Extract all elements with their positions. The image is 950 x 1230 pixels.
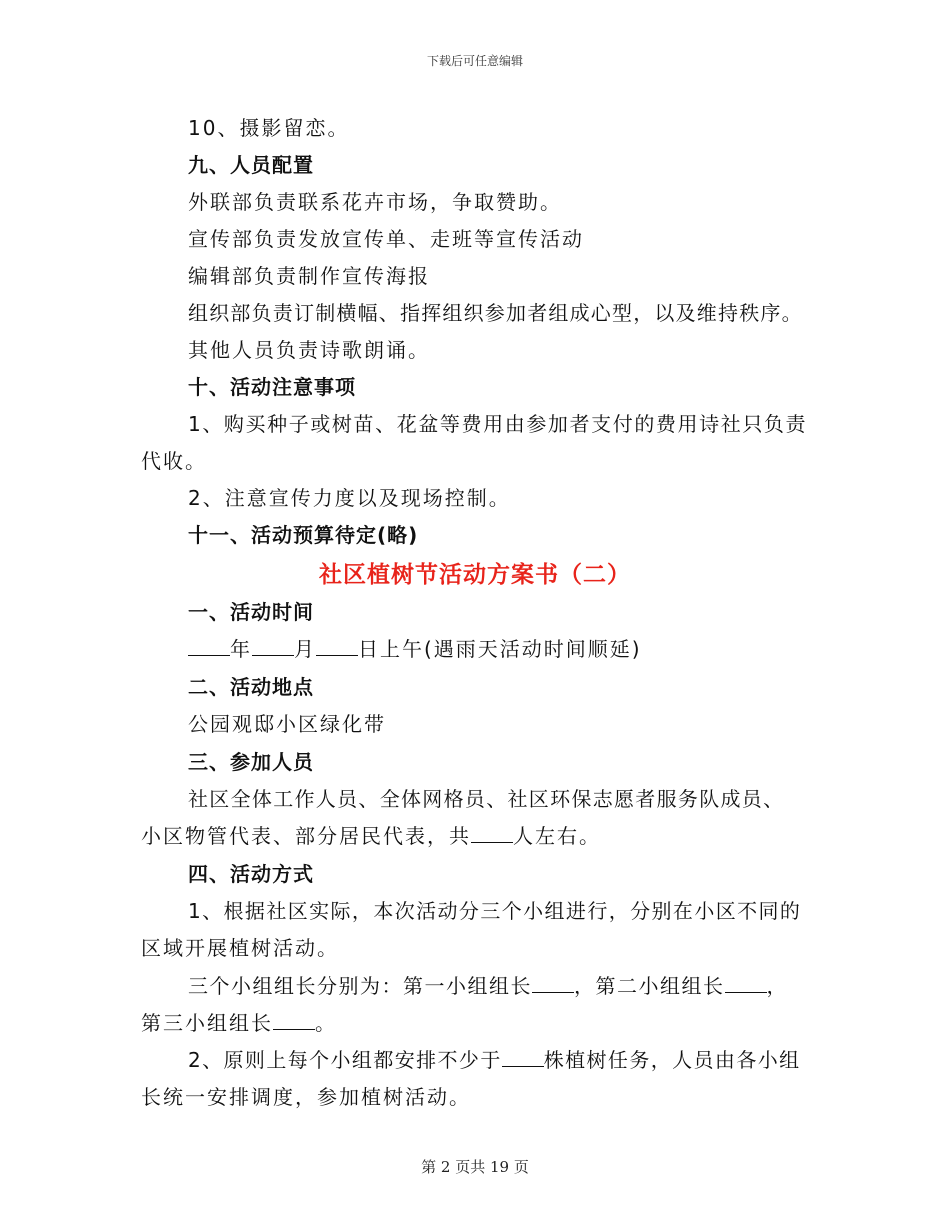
note-2: 2、注意宣传力度以及现场控制。 [188,486,511,510]
note-1-line-2: 代收。 [141,449,207,473]
method-1-line-1: 1、根据社区实际，本次活动分三个小组进行，分别在小区不同的 [188,899,802,923]
page-footer: 第 2 页共 19 页 [421,1158,529,1176]
heading-budget: 十一、活动预算待定(略) [188,523,419,547]
activity-place: 公园观邸小区绿化带 [188,712,386,736]
page-header: 下载后可任意编辑 [426,54,523,68]
blank-day [316,637,358,656]
heading-participants: 三、参加人员 [188,750,314,774]
heading-notes: 十、活动注意事项 [188,375,356,399]
heading-activity-time: 一、活动时间 [188,600,314,624]
heading-staff-allocation: 九、人员配置 [188,153,314,177]
staff-editorial: 编辑部负责制作宣传海报 [188,264,430,288]
staff-liaison: 外联部负责联系花卉市场，争取赞助。 [188,190,562,214]
blank-trees [502,1048,544,1067]
method-1-line-2: 区域开展植树活动。 [141,936,339,960]
heading-activity-place: 二、活动地点 [188,675,314,699]
staff-publicity: 宣传部负责发放宣传单、走班等宣传活动 [188,227,584,251]
group-leaders-line-1: 三个小组组长分别为：第一小组组长 ，第二小组组长 ， [188,974,788,998]
participants-line-2: 小区物管代表、部分居民代表，共 人左右。 [141,824,601,848]
method-2-line-1: 2、原则上每个小组都安排不少于 株植树任务，人员由各小组 [188,1048,801,1072]
note-1-line-1: 1、购买种子或树苗、花盆等费用由参加者支付的费用诗社只负责 [188,412,808,436]
staff-others: 其他人员负责诗歌朗诵。 [188,338,430,362]
item-10-photo: 10、摄影留恋。 [188,116,350,140]
staff-organization: 组织部负责订制横幅、指挥组织参加者组成心型，以及维持秩序。 [188,301,803,325]
heading-activity-method: 四、活动方式 [188,862,314,886]
blank-count [471,824,513,843]
document-title: 社区植树节活动方案书（二） [319,562,631,588]
blank-leader-2 [725,974,767,993]
method-2-line-2: 长统一安排调度，参加植树活动。 [141,1085,471,1109]
activity-time: 年 月 日上午(遇雨天活动时间顺延) [188,637,642,661]
blank-leader-3 [273,1011,315,1030]
group-leaders-line-2: 第三小组组长 。 [141,1011,337,1035]
participants-line-1: 社区全体工作人员、全体网格员、社区环保志愿者服务队成员、 [188,787,785,811]
blank-leader-1 [532,974,574,993]
blank-year [188,637,230,656]
blank-month [252,637,294,656]
